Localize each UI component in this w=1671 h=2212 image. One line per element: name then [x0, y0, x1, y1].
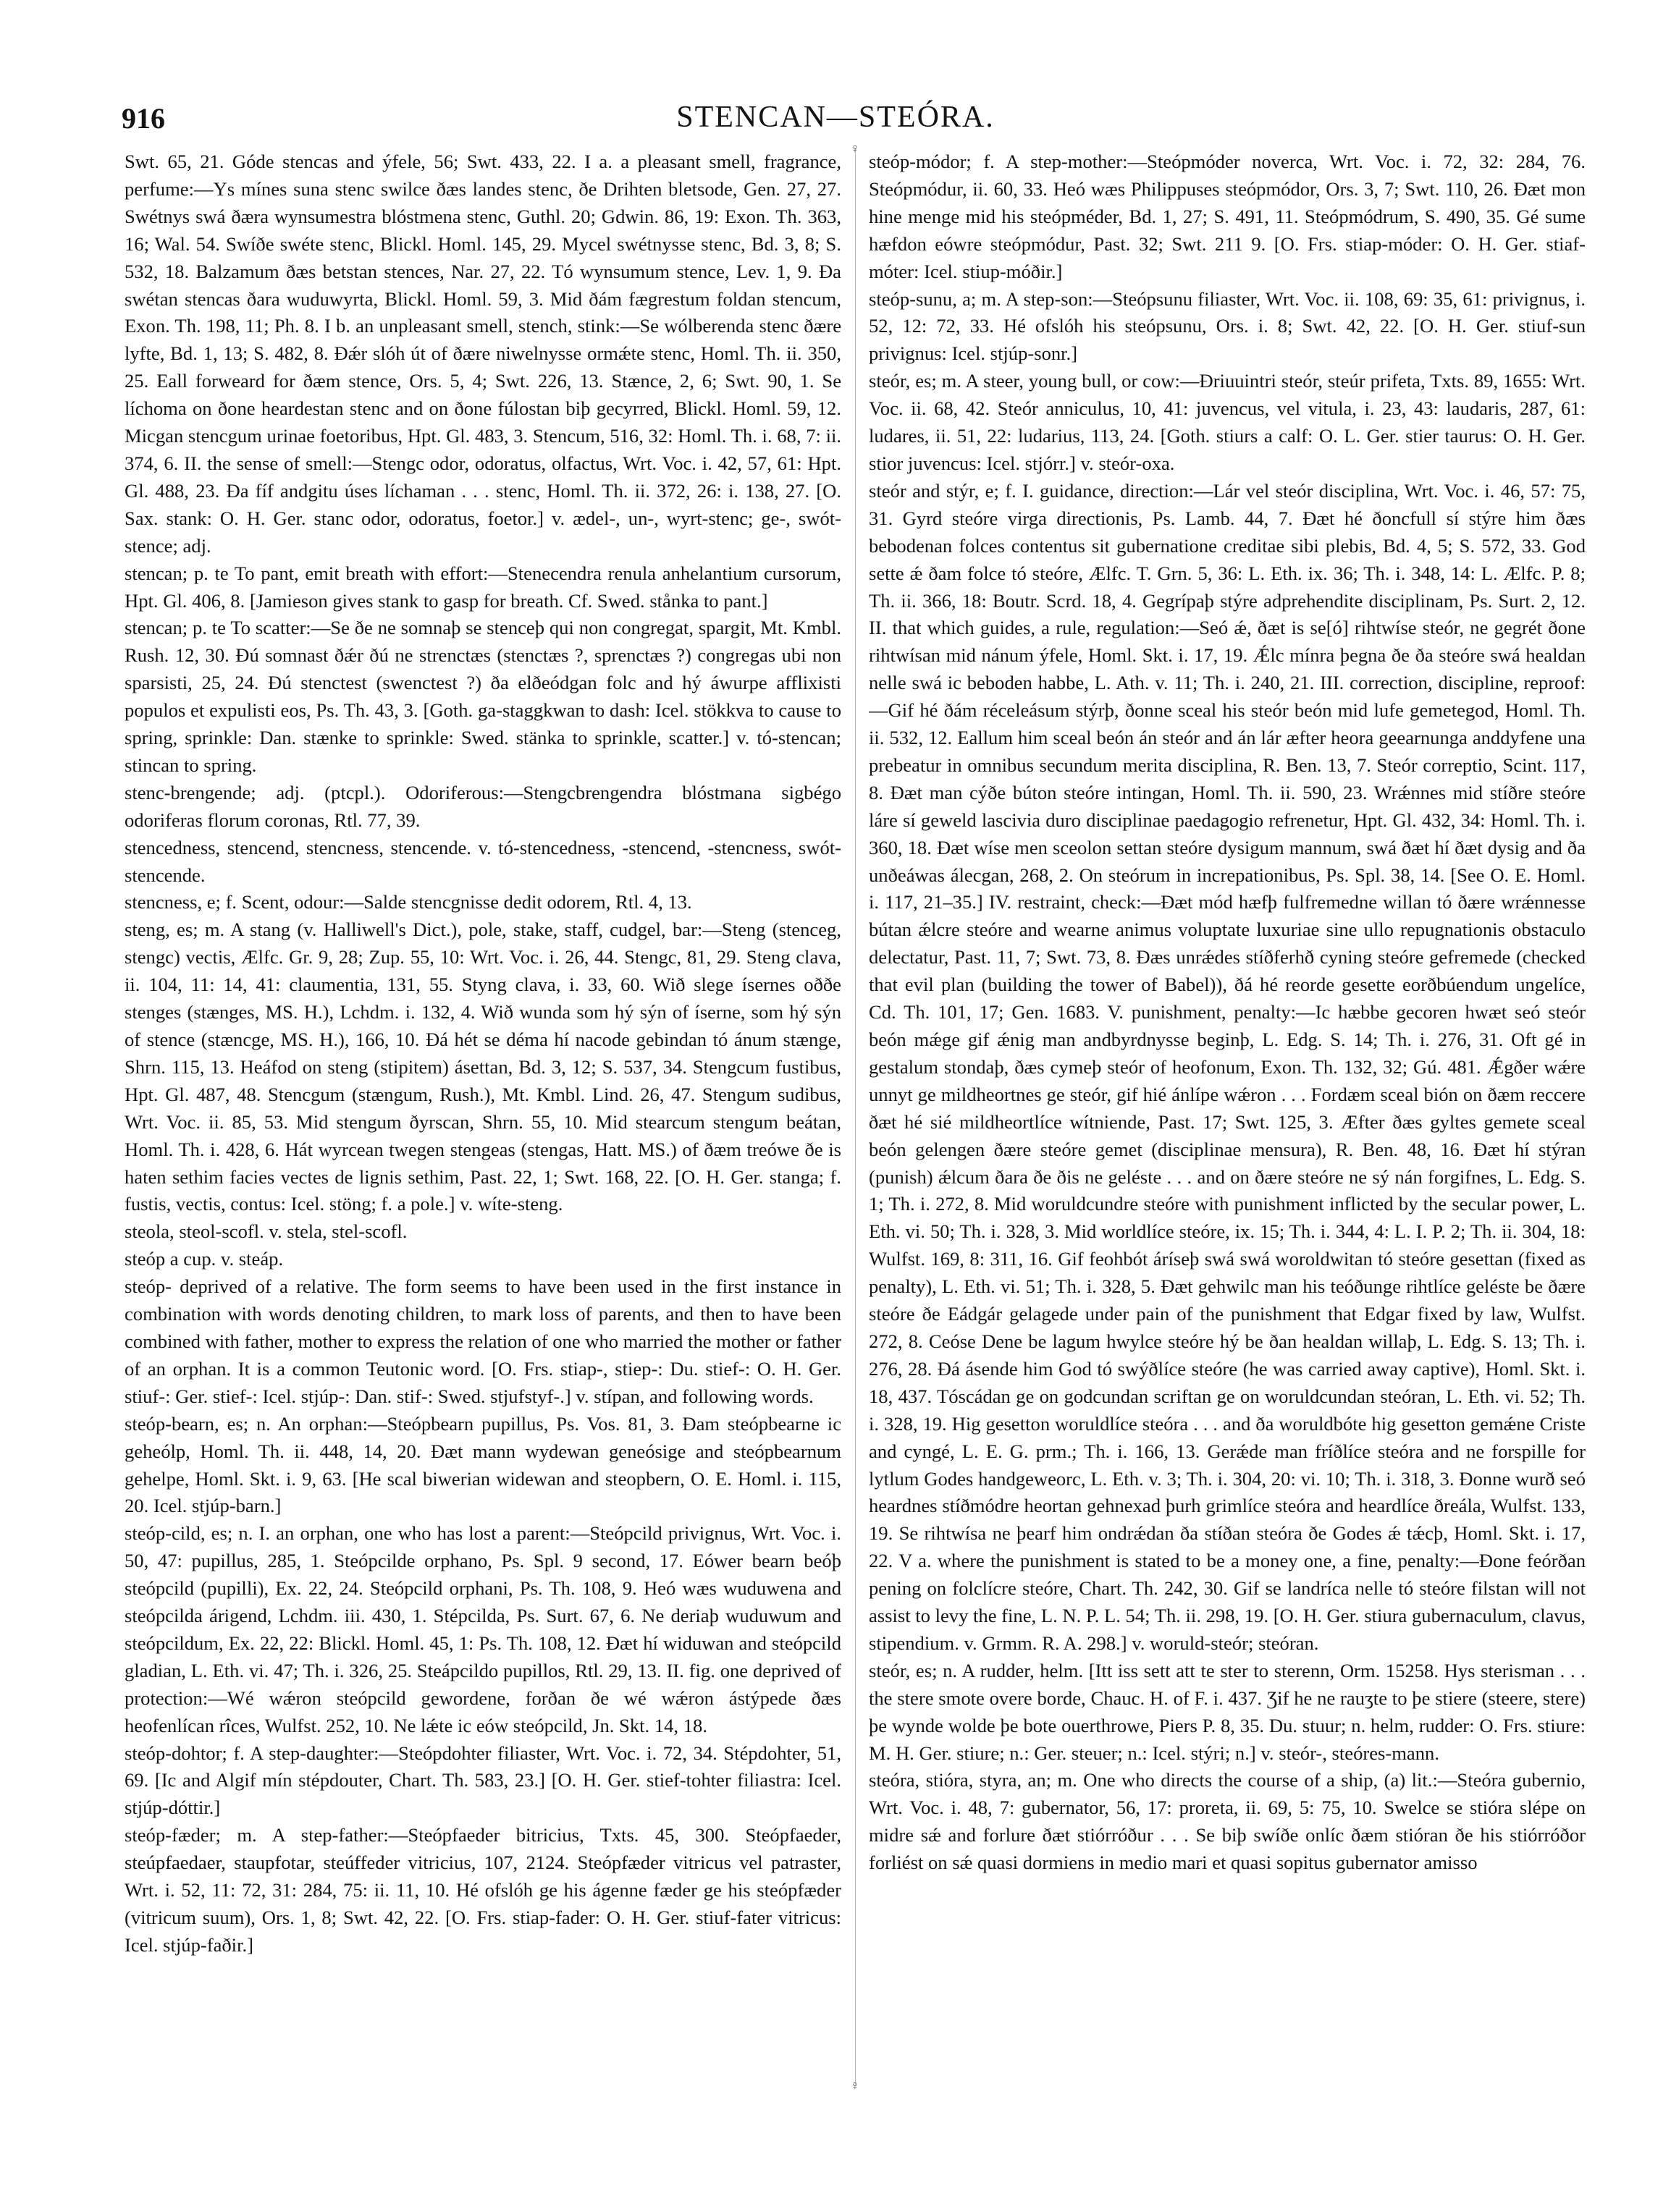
running-head: STENCAN—STEÓRA. — [676, 101, 995, 134]
entry-steop-dohtor: steóp-dohtor; f. A step-daughter:—Steópdohter filiaster, Wrt. Voc. i. 72, 34. Stépdohter, 51, 69. [Ic and Algif mín stépdouter, Chart. Th. 583, 23.] [O. H. Ger. stief-tohter filiastra: Icel. stjúp-dóttir.] — [125, 1742, 841, 1819]
entry-steng: steng, es; m. A stang (v. Halliwell's Dict.), pole, stake, staff, cudgel, bar:—Steng (stenceg, stengc) vectis, Ælfc. Gr. 9, 28; Zup. 55, 10: Wrt. Voc. i. 26, 44. Stengc, 81, 29. Steng clava, ii. 104, 11: 14, 41: claumentia, 131, 55. Styng clava, i. 33, 60. Wið slege ísernes oððe stenges (stænges, MS. H.), Lchdm. i. 132, 4. Wið wunda som hý sýn of íserne, som hý sýn of stence (stæncge, MS. H.), 166, 10. Ðá hét se déma hí nacode gebindan tó ánum stænge, Shrn. 115, 13. Heáfod on steng (stipitem) ásettan, Bd. 3, 12; S. 537, 34. Stengcum fustibus, Hpt. Gl. 487, 48. Stencgum (stængum, Rush.), Mt. Kmbl. Lind. 26, 47. Stengum sudibus, Wrt. Voc. ii. 85, 53. Mid stengum ðyrscan, Shrn. 55, 10. Mid stearcum stengum beátan, Homl. Th. i. 428, 6. Hát wyrcean twegen stengeas (stengas, Hatt. MS.) of ðæm treówe ðe is haten sethim facies vectes de lignis sethim, Past. 22, 1; Swt. 168, 22. [O. H. Ger. stanga; f. fustis, vectis, contus: Icel. stöng; f. a pole.] v. wíte-steng. — [125, 919, 841, 1215]
column-rule — [855, 148, 856, 2085]
entry-steola: steola, steol-scofl. v. stela, stel-scofl. — [125, 1220, 408, 1243]
entry-steop-sunu: steóp-sunu, a; m. A step-son:—Steópsunu filiaster, Wrt. Voc. ii. 108, 69: 35, 61: privignus, i. 52, 12: 72, 33. Hé ofslóh his steópsunu, Ors. i. 8; Swt. 42, 22. [O. H. Ger. stiuf-sun privignus: Icel. stjúp-sonr.] — [869, 287, 1586, 365]
entry-steora: steóra, stióra, styra, an; m. One who directs the course of a ship, (a) lit.:—Steóra gubernio, Wrt. Voc. i. 48, 7: gubernator, 56, 17: proreta, ii. 69, 5: 75, 10. Swelce se stióra slépe on midre sǽ and forlure ðæt stiórróður . . . Se biþ swíðe onlíc ðæm stióran ðe his stiórróðor forliést on sǽ quasi dormiens in medio mari et quasi sopitus gubernator amisso — [869, 1769, 1586, 1874]
right-column — [869, 148, 1586, 2175]
entry-steop-bearn: steóp-bearn, es; n. An orphan:—Steópbearn pupillus, Ps. Vos. 81, 3. Ðam steópbearne ic geheólp, Homl. Th. ii. 448, 14, 20. Ðæt mann wydewan geneósige and steópbearnum gehelpe, Homl. Skt. i. 9, 63. [He scal biwerian widewan and steopbern, O. E. Homl. i. 115, 20. Icel. stjúp-barn.] — [125, 1412, 841, 1517]
entry-steop-cup: steóp a cup. v. steáp. — [125, 1248, 284, 1270]
entry-steop-cild: steóp-cild, es; n. I. an orphan, one who has lost a parent:—Steópcild privignus, Wrt. Voc. i. 50, 47: pupillus, 285, 1. Steópcilde orphano, Ps. Spl. 9 second, 17. Eówer bearn beóþ steópcild (pupilli), Ex. 22, 24. Steópcild orphani, Ps. Th. 108, 9. Heó wæs wuduwena and steópcilda árigend, Lchdm. iii. 430, 1. Stépcilda, Ps. Surt. 67, 6. Ne deriaþ wuduwum and steópcildum, Ex. 22, 22: Blickl. Homl. 45, 1: Ps. Th. 108, 12. Ðæt hí widuwan and steópcild gladian, L. Eth. vi. 47; Th. i. 326, 25. Steápcildo pupillos, Rtl. 29, 13. II. fig. one deprived of protection:—Wé wǽron steópcild gewordene, forðan ðe wé wǽron ástýpede ðæs heofenlícan rîces, Wulfst. 252, 10. Ne lǽte ic eów steópcild, Jn. Skt. 14, 18. — [125, 1522, 841, 1736]
entry-stencedness: stencedness, stencend, stencness, stencende. v. tó-stencedness, -stencend, -stencness, swót-stencende. — [125, 836, 841, 886]
entry-steor-steer: steór, es; m. A steer, young bull, or cow:—Ðriuuintri steór, steúr prifeta, Txts. 89, 1655: Wrt. Voc. ii. 68, 42. Steór anniculus, 10, 41: juvencus, vel vitula, i. 23, 43: laudaris, 287, 61: ludares, ii. 51, 22: ludarius, 113, 24. [Goth. stiurs a calf: O. L. Ger. stier taurus: O. H. Ger. stior juvencus: Icel. stjórr.] v. steór-oxa. — [869, 370, 1586, 474]
entry-steop-modor: steóp-módor; f. A step-mother:—Steópmóder noverca, Wrt. Voc. i. 72, 32: 284, 76. Steópmódur, ii. 60, 33. Heó wæs Philippuses steópmódor, Ors. 3, 7; Swt. 110, 26. Ðæt mon hine menge mid his steópméder, Bd. 1, 27; S. 491, 11. Steópmódrum, S. 490, 35. Gé sume hæfdon eówre steópmódur, Past. 32; Swt. 211 9. [O. Frs. stiap-móder: O. H. Ger. stiaf-móter: Icel. stiup-móðir.] — [869, 151, 1586, 282]
ornament-bottom: ♀ — [850, 2078, 860, 2093]
page-number: 916 — [122, 102, 165, 135]
left-column — [125, 148, 841, 2175]
entry-steor-guidance: steór and stýr, e; f. I. guidance, direction:—Lár vel steór disciplina, Wrt. Voc. i. 46, 57: 75, 31. Gyrd steóre virga directionis, Ps. Lamb. 44, 7. Ðæt hé ðoncfull sí stýre him ðæs bebodenan folces contentus sit gubernatione creditae sibi plebis, Bd. 4, 5; S. 572, 33. God sette ǽ ðam folce tó steóre, Ælfc. T. Grn. 5, 36: L. Eth. ix. 36; Th. i. 348, 14: L. Ælfc. P. 8; Th. ii. 366, 18: Boutr. Scrd. 18, 4. Gegrípaþ stýre adprehendite disciplinam, Ps. Surt. 2, 12. II. that which guides, a rule, regulation:—Seó ǽ, ðæt is se[ó] rihtwíse steór, ne gegrét ðone rihtwísan mid nánum ýfele, Homl. Skt. i. 17, 19. Ǽlc mínra þegna ðe ða steóre swá healdan nelle swá ic beboden habbe, L. Ath. v. 11; Th. i. 240, 21. III. correction, discipline, reproof:—Gif hé ðám réceleásum stýrþ, ðonne sceal his steór beón mid lufe gemetegod, Homl. Th. ii. 532, 12. Eallum him sceal beón án steór and án lár æfter heora geearnunga anddyfene una prebeatur in omnibus secundum merita disciplina, R. Ben. 13, 7. Steór correptio, Scint. 117, 8. Ðæt man cýðe búton steóre intingan, Homl. Th. ii. 590, 23. Wrǽnnes mid stíðre steóre láre sí geweld lascivia duro disciplinae paedagogio refrenetur, Hpt. Gl. 432, 34: Homl. Th. i. 360, 18. Ðæt wíse men sceolon settan steóre dysigum mannum, swá ðæt hí ðæt dysig and ða unðeáwas álecgan, 268, 2. On steórum in increpationibus, Ps. Spl. 38, 14. [See O. E. Homl. i. 117, 21–35.] IV. restraint, check:—Ðæt mód hæfþ fulfremedne willan tó ðære wrǽnnesse bútan ǽlcre steóre and wearne animus voluptate luxuriae sine ullo repugnationis obstaculo delectatur, Past. 11, 7; Swt. 73, 8. Ðæs unrǽdes stíðferhð cyning steóre gefremede (checked that evil plan (building the tower of Babel)), ðá hé reorde gesette eorðbúendum ungelíce, Cd. Th. 101, 17; Gen. 1683. V. punishment, penalty:—Ic hæbbe gecoren hwæt seó steór beón mǽge gif ǽnig man andbyrdnysse beginþ, L. Edg. S. 14; Th. i. 276, 31. Oft gé in gestalum stondaþ, ðæs cymeþ steór of heofonum, Exon. Th. 132, 32; Gú. 481. Ǽgðer wǽre unnyt ge mildheortnes ge steór, gif hié ánlípe wǽron . . . Fordæm sceal bión on ðæm reccere ðæt hé sié mildheortlíce wítniende, Past. 17; Swt. 125, 3. Æfter ðæs gyltes gemete sceal beón gelengen ðære steóre gemet (disciplinae mensura), R. Ben. 48, 16. Ðæt hí stýran (punish) ǽlcum ðara ðe ðis ne geléste . . . and on ðære steóre ne sý nán forgifnes, L. Edg. S. 1; Th. i. 272, 8. Mid woruldcundre steóre with punishment inflicted by the secular power, L. Eth. vi. 50; Th. i. 328, 3. Mid worldlíce steóre, ix. 15; Th. i. 344, 4: L. I. P. 2; Th. ii. 304, 18: Wulfst. 169, 8: 311, 16. Gif feohbót árísеþ swá swá woroldwitan tó steóre gesettan (fixed as penalty), L. Eth. vi. 51; Th. i. 328, 5. Ðæt gehwilc man his teóðunge rihtlíce geléste be ðære steóre ðe Eádgár gelagede under pain of the punishment that Edgar fixed by law, Wulfst. 272, 8. Ceóse Dene be lagum hwylce steóre hý be ðan healdan willaþ, L. Edg. S. 13; Th. i. 276, 28. Ðá ásende him God tó swýðlíce steóre (he was carried away captive), Homl. Skt. i. 18, 437. Tóscádan ge on godcundan scriftan ge on woruldcundan steóran, L. Eth. vi. 52; Th. i. 328, 19. Hig gesetton woruldlíce steóra . . . and ða woruldbóte hig gesetton gemǽne Criste and cyngé, L. E. G. prm.; Th. i. 166, 13. Gerǽde man fríðlíce steóra and ne forspille for lytlum Godes handgeweorc, L. Eth. v. 3; Th. i. 304, 20: vi. 10; Th. i. 318, 3. Ðonne wurð seó heardnes stíðmódre heortan gehnexad þurh grimlíce steóra and heardlíce ðreála, Wulfst. 133, 19. Se rihtwísa ne þearf him ondrǽdan ða stíðan steóra ðe Godes ǽ tǽcþ, Homl. Skt. i. 17, 22. V a. where the punishment is stated to be a money one, a fine, penalty:—Ðone feórðan pening on folclícre steóre, Chart. Th. 242, 30. Gif se landríca nelle tó steóre filstan will not assist to levy the fine, L. N. P. L. 54; Th. ii. 298, 19. [O. H. Ger. stiura gubernaculum, clavus, stipendium. v. Grmm. R. A. 298.] v. woruld-steór; steóran. — [869, 479, 1586, 1654]
ornament-top: ♀ — [850, 141, 860, 156]
entry-stenc-continued: Swt. 65, 21. Góde stencas and ýfele, 56; Swt. 433, 22. I a. a pleasant smell, fragrance, perfume:—Ys mínes suna stenc swilce ðæs landes stenc, ðe Drihten bletsode, Gen. 27, 27. Swétnys swá ðæra wynsumestra blóstmena stenc, Guthl. 20; Gdwin. 86, 19: Exon. Th. 363, 16; Wal. 54. Swíðe swéte stenc, Blickl. Homl. 145, 29. Mycel swétnysse stenc, Bd. 3, 8; S. 532, 18. Balzamum ðæs betstan stences, Nar. 27, 22. Tó wynsumum stence, Lev. 1, 9. Ða swétan stencas ðara wuduwyrta, Blickl. Homl. 59, 3. Mid ðám fægrestum foldan stencum, Exon. Th. 198, 11; Ph. 8. I b. an unpleasant smell, stench, stink:—Se wólberenda stenc ðære lyfte, Bd. 1, 13; S. 482, 8. Ðǽr slóh út of ðære niwelnysse ormǽte stenc, Homl. Th. ii. 350, 25. Eall forweard for ðæm stence, Ors. 5, 4; Swt. 226, 13. Stænce, 2, 6; Swt. 90, 1. Se líchoma on ðone heardestan stenc and on ðone fúlostan biþ gecyrred, Blickl. Homl. 59, 12. Micgan stencgum urinae foetoribus, Hpt. Gl. 483, 3. Stencum, 516, 32: Homl. Th. i. 68, 7: ii. 374, 6. II. the sense of smell:—Stengc odor, odoratus, olfactus, Wrt. Voc. i. 42, 57, 61: Hpt. Gl. 488, 23. Ða fíf andgitu úses líchaman . . . stenc, Homl. Th. ii. 372, 26: i. 138, 27. [O. Sax. stank: O. H. Ger. stanc odor, odoratus, foetor.] v. ædel-, un-, wyrt-stenc; ge-, swót-stence; adj. — [125, 151, 841, 557]
entry-steop-prefix: steóp- deprived of a relative. The form seems to have been used in the first instance in combination with words denoting children, to mark loss of parents, and then to have been combined with father, mother to express the relation of one who married the mother or father of an orphan. It is a common Teutonic word. [O. Frs. stiap-, stiep-: Du. stief-: O. H. Ger. stiuf-: Ger. stief-: Icel. stjúp-: Dan. stif-: Swed. stjufstyf-.] v. stípan, and following words. — [125, 1275, 841, 1407]
entry-steop-faeder: steóp-fæder; m. A step-father:—Steópfaeder bitricius, Txts. 45, 300. Steópfaeder, steúpfaedaer, staupfotar, steúffeder vitricius, 107, 2124. Steópfæder vitricus vel patraster, Wrt. i. 52, 11: 72, 31: 284, 75: ii. 11, 10. Hé ofslóh ge his ágenne fæder ge his steópfæder (vitricum suum), Ors. 1, 8; Swt. 42, 22. [O. Frs. stiap-fader: O. H. Ger. stiuf-fater vitricus: Icel. stjúp-faðir.] — [125, 1824, 841, 1956]
entry-stencness: stencness, e; f. Scent, odour:—Salde stencgnisse dedit odorem, Rtl. 4, 13. — [125, 891, 692, 913]
entry-stencan-pant: stencan; p. te To pant, emit breath with effort:—Stenecendra renula anhelantium cursorum, Hpt. Gl. 406, 8. [Jamieson gives stank to gasp for breath. Cf. Swed. stånka to pant.] — [125, 562, 841, 612]
entry-stencan-scatter: stencan; p. te To scatter:—Se ðe ne somnaþ se stenceþ qui non congregat, spargit, Mt. Kmbl. Rush. 12, 30. Ðú somnast ðǽr ðú ne strenctæs (stenctæs ?, sprenctæs ?) congregas ubi non sparsisti, 25, 24. Ðú stenctest (swenctest ?) ða elðeódgan folc and hý áwurpe afflixisti populos et expulisti eos, Ps. Th. 43, 3. [Goth. ga-staggkwan to dash: Icel. stökkva to cause to spring, sprinkle: Dan. stænke to sprinkle: Swed. stänka to sprinkle, scatter.] v. tó-stencan; stincan to spring. — [125, 617, 841, 776]
entry-steor-rudder: steór, es; n. A rudder, helm. [Itt iss sett att te ster to sterenn, Orm. 15258. Hys sterisman . . . the stere smote overe borde, Chauc. H. of F. i. 437. Ʒif he ne rauʒte to þe stiere (steere, stere) þe wynde wolde þe bote ouerthrowe, Piers P. 8, 35. Du. stuur; n. helm, rudder: O. Frs. stiure: M. H. Ger. stiure; n.: Ger. steuer; n.: Icel. stýri; n.] v. steór-, steóres-mann. — [869, 1659, 1586, 1764]
entry-stenc-brengende: stenc-brengende; adj. (ptcpl.). Odoriferous:—Stengcbrengendra blóstmana sigbégo odoriferas florum coronas, Rtl. 77, 39. — [125, 781, 841, 831]
